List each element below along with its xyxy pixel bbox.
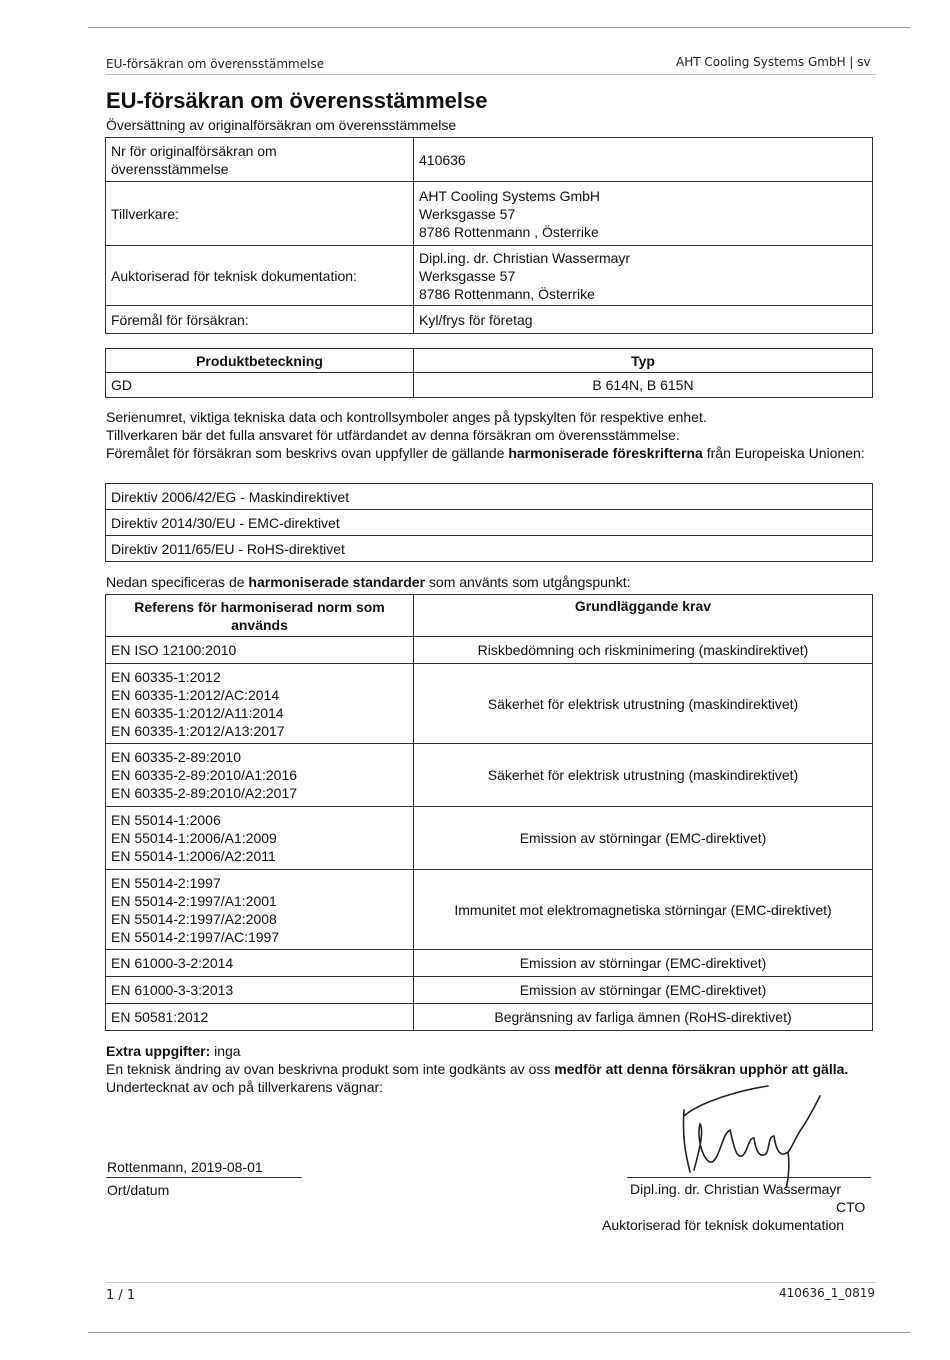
info-label: Tillverkare:: [106, 182, 414, 246]
product-header-row: [106, 349, 873, 373]
header-right: AHT Cooling Systems GmbH | sv: [676, 55, 871, 69]
info-value: 410636: [414, 138, 873, 182]
info-value: Kyl/frys för företag: [414, 306, 873, 334]
standard-row: [106, 1004, 873, 1031]
standard-reference: EN 61000-3-2:2014: [106, 950, 414, 977]
document-subtitle: Översättning av originalförsäkran om överensstämmelse: [106, 117, 457, 133]
standard-requirement: Säkerhet för elektrisk utrustning (maskindirektivet): [414, 744, 873, 807]
product-type: B 614N, B 615N: [414, 373, 873, 398]
info-value: AHT Cooling Systems GmbH Werksgasse 57 8786 Rottenmann , Österrike: [414, 182, 873, 246]
directive-item: Direktiv 2014/30/EU - EMC-direktivet: [106, 510, 873, 536]
top-rule: [88, 27, 910, 28]
standards-header-row: [106, 595, 873, 637]
info-row: [106, 182, 873, 246]
info-label: Föremål för försäkran:: [106, 306, 414, 334]
document-id: 410636_1_0819: [779, 1286, 875, 1300]
standard-reference: EN 60335-2-89:2010 EN 60335-2-89:2010/A1:2016 EN 60335-2-89:2010/A2:2017: [106, 744, 414, 807]
product-name: GD: [106, 373, 414, 398]
signed-on-behalf: Undertecknat av och på tillverkarens vägnar:: [106, 1079, 384, 1095]
header-left: EU-försäkran om överensstämmelse: [106, 57, 325, 71]
bottom-rule: [88, 1332, 910, 1333]
directive-row: [106, 484, 873, 510]
directive-item: Direktiv 2006/42/EG - Maskindirektivet: [106, 484, 873, 510]
info-row: [106, 138, 873, 182]
signature-line: [627, 1177, 871, 1178]
standard-row: [106, 664, 873, 744]
signatory-name: Dipl.ing. dr. Christian Wassermayr: [630, 1181, 842, 1197]
signatory-role: CTO: [836, 1199, 866, 1215]
standard-requirement: Begränsning av farliga ämnen (RoHS-direktivet): [414, 1004, 873, 1031]
signature-image: [670, 1078, 830, 1188]
standard-row: [106, 807, 873, 870]
standard-row: [106, 637, 873, 664]
directive-row: [106, 536, 873, 562]
standard-requirement: Immunitet mot elektromagnetiska störningar (EMC-direktivet): [414, 870, 873, 950]
standard-row: [106, 950, 873, 977]
change-notice: En teknisk ändring av ovan beskrivna produkt som inte godkänts av oss medför att denna försäkran upphör att gälla.: [106, 1061, 849, 1077]
product-table: [105, 348, 873, 398]
info-label: Auktoriserad för teknisk dokumentation:: [106, 246, 414, 306]
signatory-function: Auktoriserad för teknisk dokumentation: [602, 1217, 845, 1233]
standard-row: [106, 744, 873, 807]
standard-requirement: Riskbedömning och riskminimering (maskindirektivet): [414, 637, 873, 664]
standard-requirement: Emission av störningar (EMC-direktivet): [414, 950, 873, 977]
info-label: Nr för originalförsäkran om överensstämmelse: [106, 138, 414, 182]
standard-reference: EN 55014-1:2006 EN 55014-1:2006/A1:2009 EN 55014-1:2006/A2:2011: [106, 807, 414, 870]
product-row: [106, 373, 873, 398]
standard-reference: EN 50581:2012: [106, 1004, 414, 1031]
standard-reference: EN 60335-1:2012 EN 60335-1:2012/AC:2014 EN 60335-1:2012/A11:2014 EN 60335-1:2012/A13:2017: [106, 664, 414, 744]
page-number: 1 / 1: [106, 1288, 136, 1303]
info-table: [105, 137, 873, 334]
standards-intro: Nedan specificeras de harmoniserade standarder som använts som utgångspunkt:: [106, 574, 631, 590]
document-title: EU-försäkran om överensstämmelse: [106, 88, 488, 113]
standard-requirement: Säkerhet för elektrisk utrustning (maskindirektivet): [414, 664, 873, 744]
regulation-paragraph: [106, 408, 866, 462]
responsibility-note: Tillverkaren bär det fulla ansvaret för utfärdandet av denna försäkran om överensstämmelse.: [106, 427, 680, 443]
standard-requirement: Emission av störningar (EMC-direktivet): [414, 807, 873, 870]
info-row: [106, 246, 873, 306]
place-date-line: [106, 1177, 302, 1178]
standard-row: [106, 977, 873, 1004]
info-row: [106, 306, 873, 334]
reference-header: Referens för harmoniserad norm som används: [106, 595, 414, 637]
place-date: Rottenmann, 2019-08-01: [107, 1159, 263, 1175]
standards-table: [105, 594, 873, 1031]
place-date-label: Ort/datum: [107, 1182, 170, 1198]
conformity-note: Föremålet för försäkran som beskrivs ovan uppfyller de gällande harmoniserade föreskrifterna från Europeiska Unionen:: [106, 445, 865, 461]
footer-rule: [106, 1282, 876, 1283]
requirement-header: Grundläggande krav: [414, 595, 873, 637]
extra-info-line: Extra uppgifter: inga: [106, 1043, 241, 1059]
directive-row: [106, 510, 873, 536]
standard-row: [106, 870, 873, 950]
product-header: Produktbeteckning: [106, 349, 414, 373]
standard-reference: EN 55014-2:1997 EN 55014-2:1997/A1:2001 EN 55014-2:1997/A2:2008 EN 55014-2:1997/AC:1997: [106, 870, 414, 950]
info-value: Dipl.ing. dr. Christian Wassermayr Werksgasse 57 8786 Rottenmann, Österrike: [414, 246, 873, 306]
directive-item: Direktiv 2011/65/EU - RoHS-direktivet: [106, 536, 873, 562]
directives-table: [105, 483, 873, 562]
standard-reference: EN 61000-3-3:2013: [106, 977, 414, 1004]
serial-note: Serienumret, viktiga tekniska data och kontrollsymboler anges på typskylten för respektive enhet.: [106, 409, 707, 425]
type-header: Typ: [414, 349, 873, 373]
standard-requirement: Emission av störningar (EMC-direktivet): [414, 977, 873, 1004]
standard-reference: EN ISO 12100:2010: [106, 637, 414, 664]
header-rule: [106, 74, 876, 75]
